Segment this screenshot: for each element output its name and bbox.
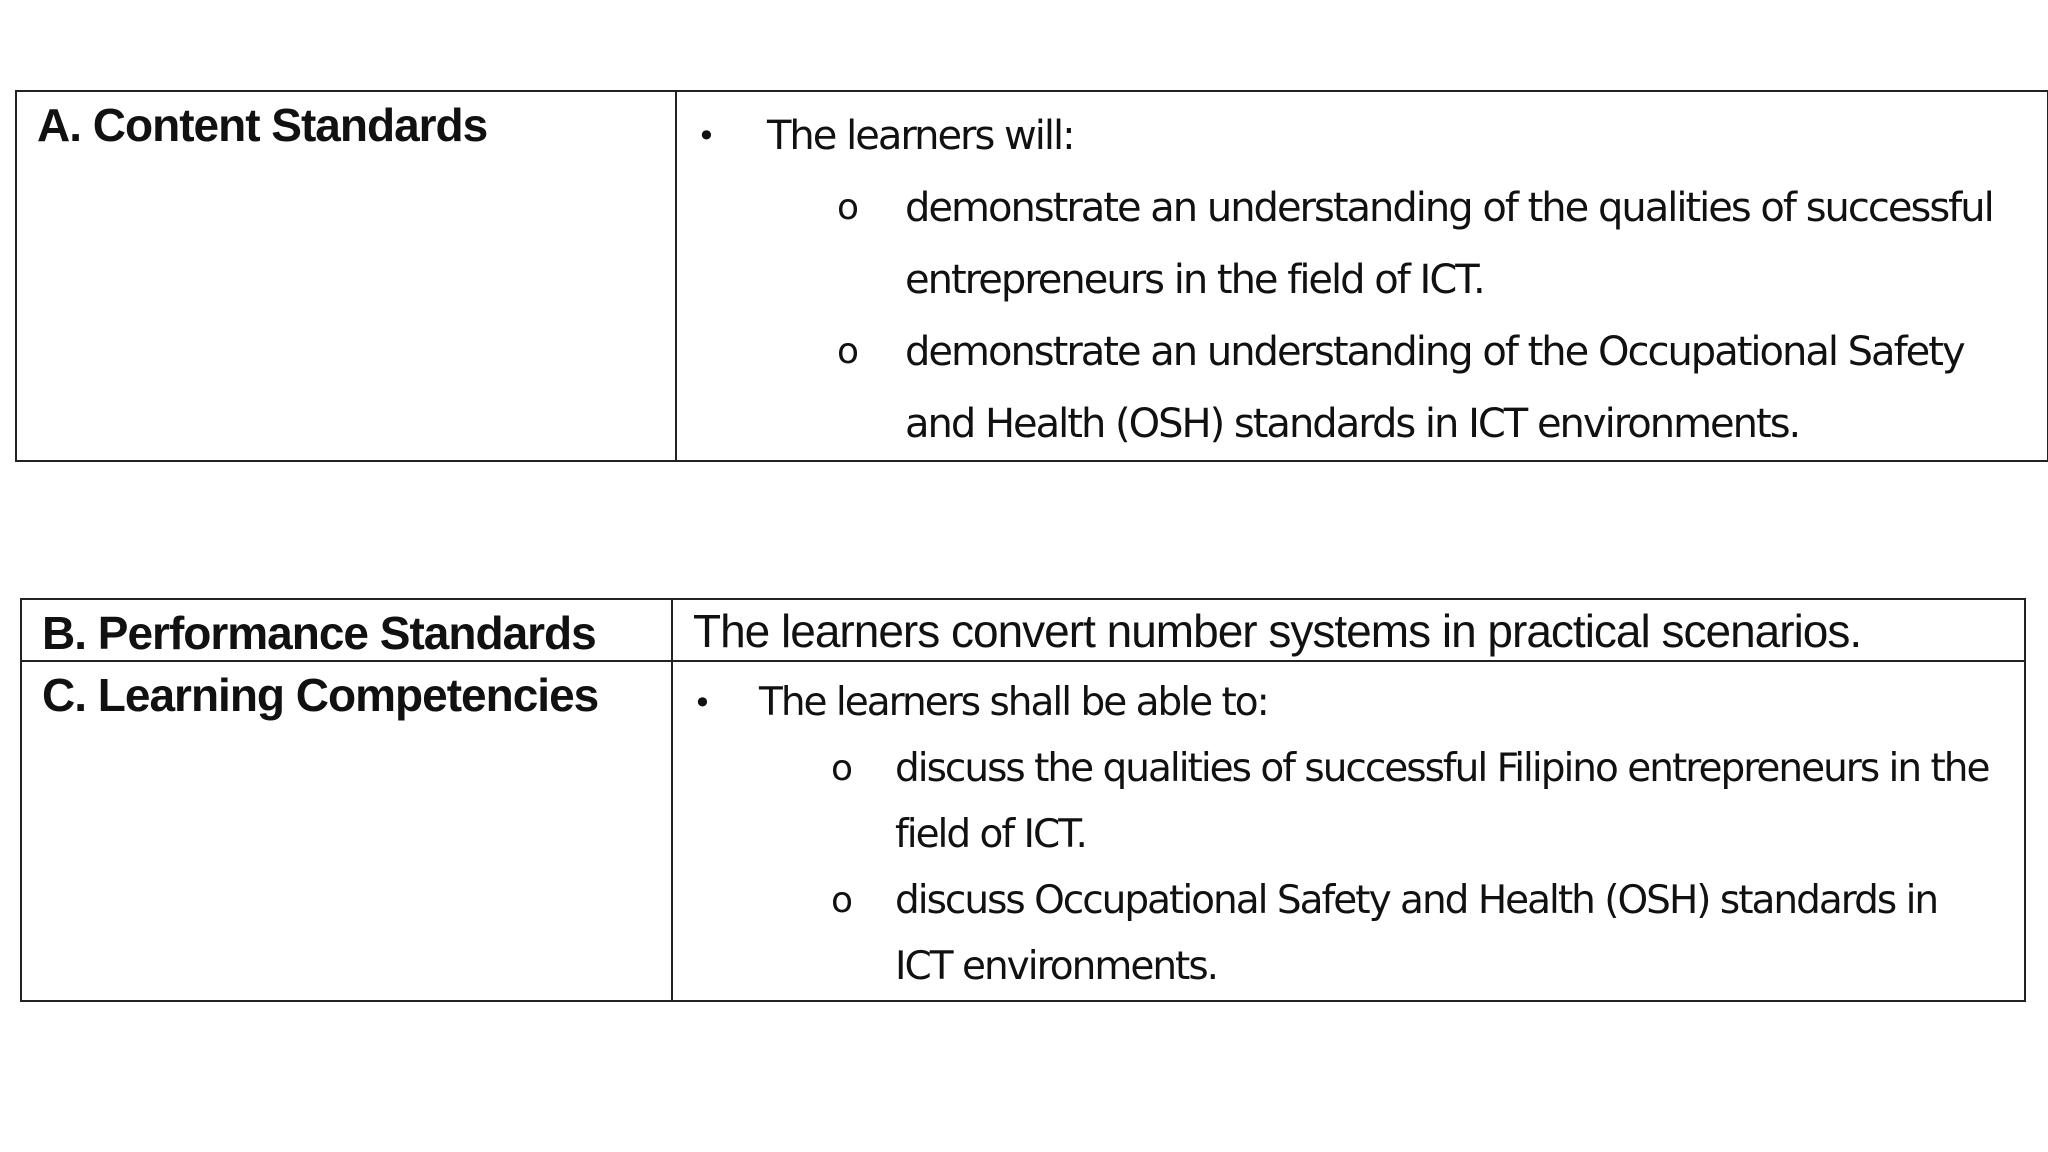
learning-competencies-row bbox=[21, 661, 2025, 1001]
content-standards-label: A. Content Standards bbox=[16, 91, 676, 461]
content-standards-content bbox=[676, 91, 2048, 461]
list-item bbox=[677, 172, 2047, 316]
content-standard-item-2: demonstrate an understanding of the Occupational Safety and Health (OSH) standards in ICT environments. bbox=[905, 329, 1964, 447]
content-standard-item-1: demonstrate an understanding of the qualities of successful entrepreneurs in the field of ICT. bbox=[905, 185, 1993, 303]
learning-competency-item-2: discuss Occupational Safety and Health (OSH) standards in ICT environments. bbox=[895, 878, 1938, 989]
bullet-marker: • bbox=[693, 684, 710, 722]
standards-competencies-table bbox=[20, 598, 2026, 1002]
content-standards-intro-line bbox=[677, 100, 2047, 172]
performance-standards-row bbox=[21, 599, 2025, 661]
list-item bbox=[673, 868, 2024, 1000]
content-standards-intro: The learners will: bbox=[767, 113, 1074, 159]
bullet-marker: • bbox=[697, 117, 714, 155]
performance-standards-text: The learners convert number systems in practical scenarios. bbox=[672, 599, 2025, 661]
learning-competencies-list bbox=[673, 736, 2024, 1000]
sub-bullet-marker: o bbox=[831, 748, 854, 789]
learning-competencies-label: C. Learning Competencies bbox=[21, 661, 672, 1001]
content-standards-list bbox=[677, 172, 2047, 460]
content-standards-row bbox=[16, 91, 2048, 461]
learning-competencies-intro: The learners shall be able to: bbox=[759, 680, 1268, 725]
sub-bullet-marker: o bbox=[837, 187, 860, 228]
sub-bullet-marker: o bbox=[837, 331, 860, 372]
learning-competencies-content bbox=[672, 661, 2025, 1001]
sub-bullet-marker: o bbox=[831, 880, 854, 921]
list-item bbox=[677, 316, 2047, 460]
performance-standards-label: B. Performance Standards bbox=[21, 599, 672, 661]
learning-competencies-intro-line bbox=[673, 670, 2024, 736]
content-standards-table bbox=[15, 90, 2048, 462]
list-item bbox=[673, 736, 2024, 868]
learning-competency-item-1: discuss the qualities of successful Filipino entrepreneurs in the field of ICT. bbox=[895, 746, 1989, 857]
